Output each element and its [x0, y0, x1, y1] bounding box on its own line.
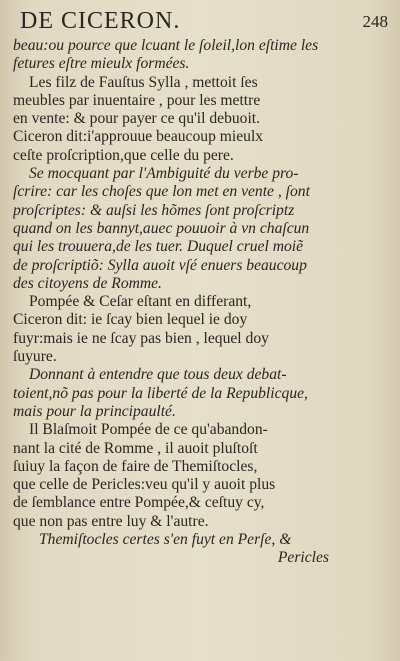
text-line: Pompée & Ceſar eſtant en differant, [29, 293, 252, 311]
text-line: de ſemblance entre Pompée,& ceſtuy cy, [13, 494, 265, 512]
text-line: en vente: & pour payer ce qu'il debuoit. [13, 110, 261, 128]
text-line: Il Blaſmoit Pompée de ce qu'abandon- [29, 421, 268, 439]
text-line: Ciceron dit:i'approuue beaucoup mieulx [13, 128, 264, 146]
text-line: meubles par inuentaire , pour les mettre [13, 91, 261, 109]
text-line: toient,nõ pas pour la liberté de la Republicque, [13, 384, 308, 402]
text-line: que non pas entre luy & l'autre. [13, 512, 209, 530]
text-line: quand on les bannyt,auec pouuoir à vn chaſcun [13, 219, 310, 237]
text-line: ſuyure. [13, 348, 57, 366]
text-line: fetures eſtre mieulx formées. [13, 55, 190, 73]
text-line: Les filz de Fauſtus Sylla , mettoit ſes [29, 73, 258, 91]
page-header [20, 8, 388, 34]
text-line: qui les trouuera,de les tuer. Duquel cruel moiẽ [13, 238, 304, 256]
text-line: ſuiuy la façon de faire de Themiſtocles, [13, 457, 258, 475]
text-body [13, 37, 331, 568]
text-line: des citoyens de Romme. [13, 274, 162, 292]
catchword: Pericles [277, 549, 329, 567]
text-line: beau:ou pource que lcuant le ſoleil,lon eſtime les [13, 37, 319, 54]
text-line: mais pour la principaulté. [13, 402, 176, 420]
text-line: ceſte proſcription,que celle du pere. [13, 146, 234, 164]
running-head: DE CICERON. [20, 8, 181, 34]
page-number: 248 [362, 12, 388, 31]
text-line: Ciceron dit: ie ſcay bien lequel ie doy [13, 311, 248, 329]
text-line: ſcrire: car les choſes que lon met en vente , ſont [13, 183, 310, 201]
text-line: Se mocquant par l'Ambiguité du verbe pro- [29, 165, 299, 183]
text-line: que celle de Pericles:veu qu'il y auoit plus [13, 476, 276, 494]
text-line: de proſcriptiõ: Sylla auoit vſé enuers beaucoup [13, 256, 307, 274]
text-line: Donnant à entendre que tous deux debat- [29, 366, 287, 384]
text-line: nant la cité de Romme , il auoit pluſtoſt [13, 439, 258, 457]
text-line: proſcriptes: & auſsi les hõmes ſont proſcriptz [13, 201, 295, 219]
text-line: fuyr:mais ie ne ſcay pas bien , lequel doy [13, 329, 269, 347]
text-line: Themiſtocles certes s'en fuyt en Perſe, & [39, 531, 292, 549]
